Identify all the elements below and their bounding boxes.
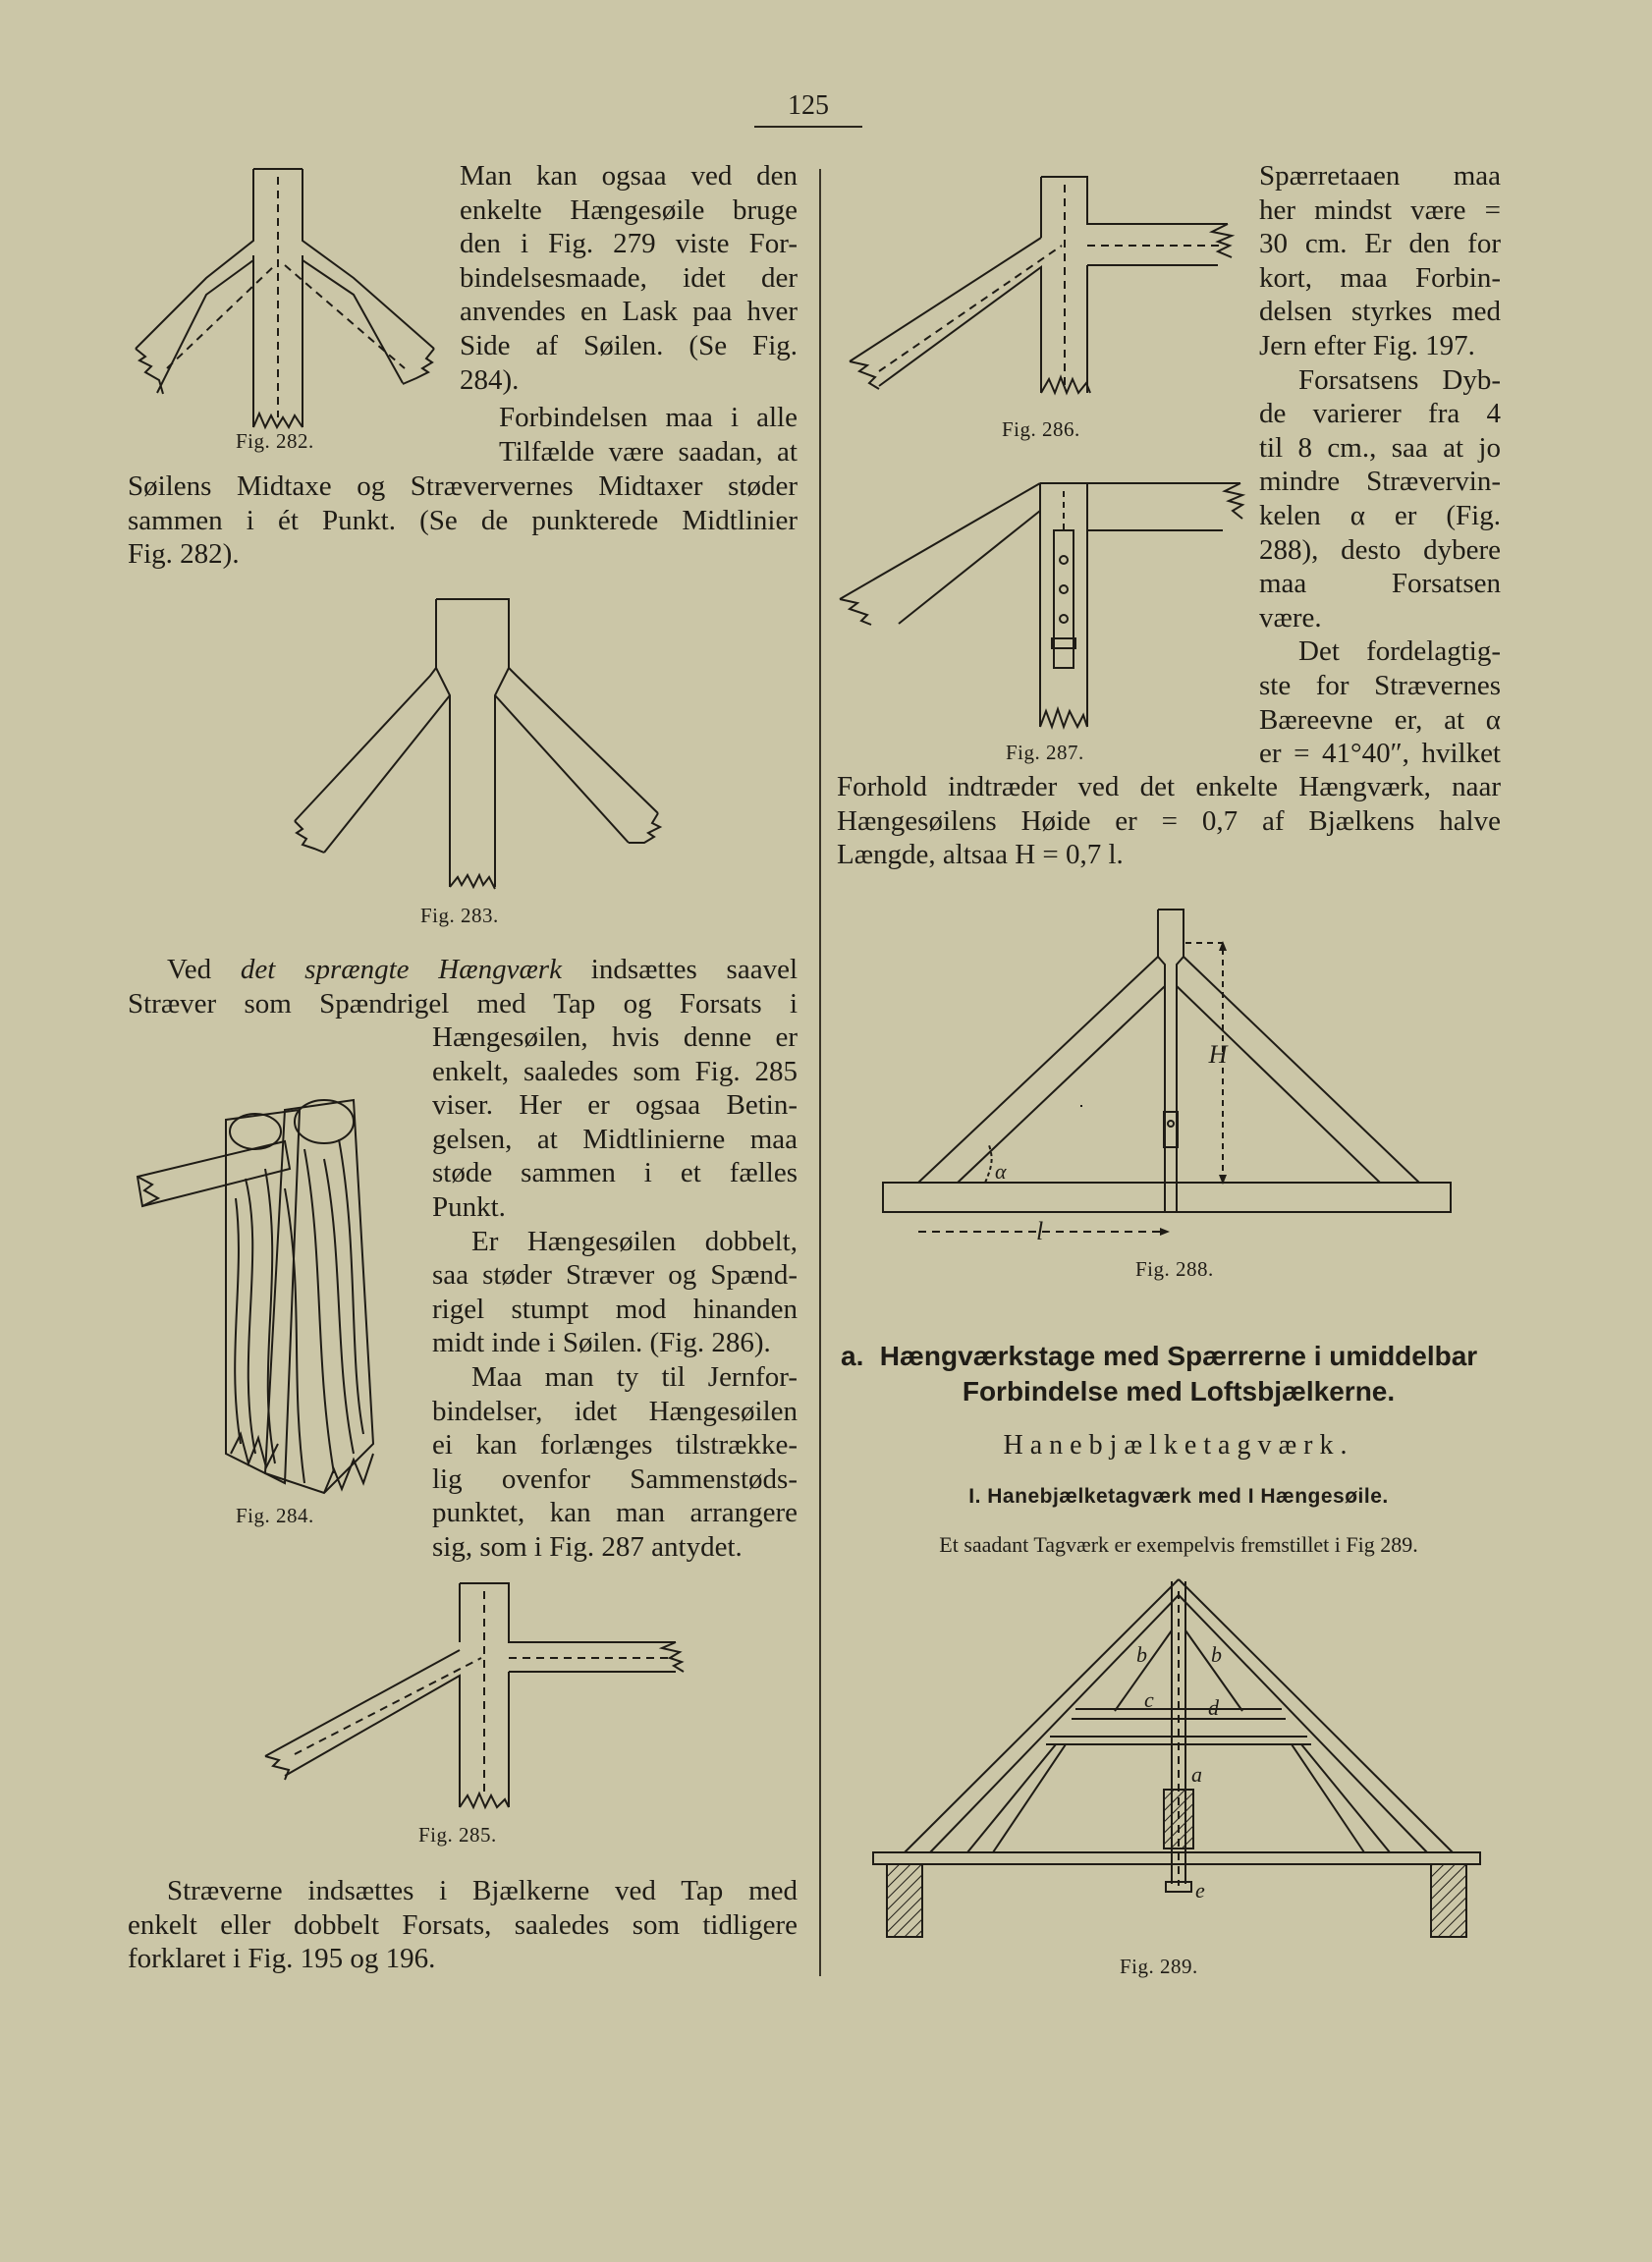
figure-284 [128,1061,422,1513]
italic-term: det sprængte Hængværk [240,954,562,985]
text-line: støde sammen i et fælles [432,1157,798,1189]
label-l: l [1036,1217,1044,1245]
text-line: kelen α er (Fig. [1259,499,1501,531]
text-line: forklaret i Fig. 195 og 196. [128,1943,436,1975]
figure-286 [830,175,1262,406]
text-line: gelsen, at Midtlinierne maa [432,1123,798,1155]
intro-line: Et saadant Tagværk er exempelvis fremstillet i Fig 289. [939,1532,1418,1557]
subheading: I. Hanebjælketagværk med I Hængesøile. [968,1485,1389,1508]
label-H: H [1208,1040,1228,1069]
text-line: Fig. 282). [128,538,240,571]
text-line: Forsatsens Dyb- [1298,363,1501,396]
text-line: 288), desto dybere [1259,533,1501,566]
label-b-left: b [1136,1642,1147,1667]
text-line: punktet, kan man arrangere [432,1497,798,1529]
caption-fig288: Fig. 288. [1135,1257,1214,1281]
text-line: Bæreevne er, at α [1259,703,1501,736]
text-line [128,953,798,987]
left-para-6 [128,1874,798,1976]
text-line: Længde, altsaa H = 0,7 l. [837,839,1124,871]
text-line: Hængesøilens Høide er = 0,7 af Bjælkens halve [837,804,1501,837]
text-line: de varierer fra 4 [1259,398,1501,430]
label-a: a [1191,1762,1202,1787]
right-para-1 [1259,159,1501,771]
caption-fig287: Fig. 287. [1006,741,1084,764]
left-para-2a [460,401,798,469]
text-line: Spærretaaen maa [1259,160,1501,192]
text-line: Forhold indtræder ved det enkelte Hængværk, naar [837,771,1501,802]
text-line: sammen i ét Punkt. (Se de punkterede Midtlinier [128,504,798,536]
text-line: Side af Søilen. (Se Fig. [460,329,798,361]
figure-285 [246,1581,697,1817]
figure-282 [128,167,442,432]
page-number: 125 [788,90,829,121]
text-line: er = 41°40″, hvilket [1259,738,1501,770]
label-e: e [1195,1878,1205,1903]
text-line: saa støder Stræver og Spænd- [432,1259,798,1292]
text-line: Det fordelagtig- [1298,635,1501,668]
text-line: rigel stumpt mod hinanden [432,1293,798,1325]
spaced-heading: Hanebjælketagværk. [1003,1430,1354,1461]
left-para-3 [128,953,798,1021]
text-line: 284). [460,363,520,396]
caption-fig283: Fig. 283. [420,904,499,927]
caption-fig285: Fig. 285. [418,1823,497,1847]
text-line: enkelt eller dobbelt Forsats, saaledes som tidligere [128,1908,798,1941]
label-d: d [1208,1695,1219,1720]
section-heading [841,1339,1513,1409]
text-line: Tilfælde være saadan, at [499,435,798,468]
text-line: Søilens Midtaxe og Stræververnes Midtaxer støder [128,470,798,502]
right-para-3b [837,770,1501,872]
text-line: enkelte Hængesøile bruge [460,193,798,226]
text-line: Man kan ogsaa ved den [460,160,798,192]
page-number-rule [754,126,862,128]
figure-289 [869,1572,1488,1945]
text-line: her mindst være = [1259,193,1501,226]
text-line: bindelsesmaade, idet der [460,261,798,294]
text-line: Punkt. [432,1190,506,1223]
caption-fig282: Fig. 282. [236,429,314,453]
label-c: c [1144,1687,1154,1712]
figure-283 [265,597,678,900]
left-para-1 [460,159,798,397]
label-b-right: b [1211,1642,1222,1667]
section-heading-line: Hængværkstage med Spærrerne i umiddelbar [879,1341,1478,1371]
text-line: Er Hængesøilen dobbelt, [471,1225,798,1257]
section-marker: a. [841,1341,864,1371]
text-line: enkelt, saaledes som Fig. 285 [432,1055,798,1087]
text-line: bindelser, idet Hængesøilen [432,1395,798,1427]
figure-287 [830,471,1262,735]
text-line: ste for Strævernes [1259,669,1501,701]
text-line: Stræverne indsættes i Bjælkerne ved Tap med [167,1875,798,1906]
text-line: maa Forsatsen [1259,568,1501,600]
left-para-3-rest [432,1021,798,1565]
text-line: viser. Her er ogsaa Betin- [432,1089,798,1122]
figure-288 [879,906,1459,1251]
caption-fig289: Fig. 289. [1120,1955,1198,1978]
caption-fig286: Fig. 286. [1002,417,1080,441]
section-heading-line: Forbindelse med Loftsbjælkerne. [962,1376,1396,1407]
column-divider [819,169,821,1976]
text-line: 30 cm. Er den for [1259,228,1501,260]
text-line: lig ovenfor Sammenstøds- [432,1462,798,1495]
text-line: anvendes en Lask paa hver [460,296,798,328]
text-line: mindre Strævervin- [1259,466,1501,498]
left-para-2b [128,469,798,572]
text-line: til 8 cm., saa at jo [1259,431,1501,464]
text-line: Jern efter Fig. 197. [1259,329,1475,361]
text-line: Forbindelsen maa i alle [499,402,798,433]
text-line: Maa man ty til Jernfor- [471,1360,798,1393]
text-line: midt inde i Søilen. (Fig. 286). [432,1327,771,1359]
text-line: være. [1259,601,1322,634]
text-run: Ved [167,954,241,985]
text-run: indsættes saavel [561,954,798,985]
text-line: Hængesøilen, hvis denne er [432,1021,798,1053]
text-line: Stræver som Spændrigel med Tap og Forsats i [128,987,798,1020]
text-line: kort, maa Forbin- [1259,261,1501,294]
text-line: ei kan forlænges tilstrække- [432,1429,798,1462]
text-line: delsen styrkes med [1259,296,1501,328]
text-line: sig, som i Fig. 287 antydet. [432,1530,743,1563]
caption-fig284: Fig. 284. [236,1504,314,1527]
text-line: den i Fig. 279 viste For- [460,228,798,260]
label-alpha: α [995,1159,1007,1184]
